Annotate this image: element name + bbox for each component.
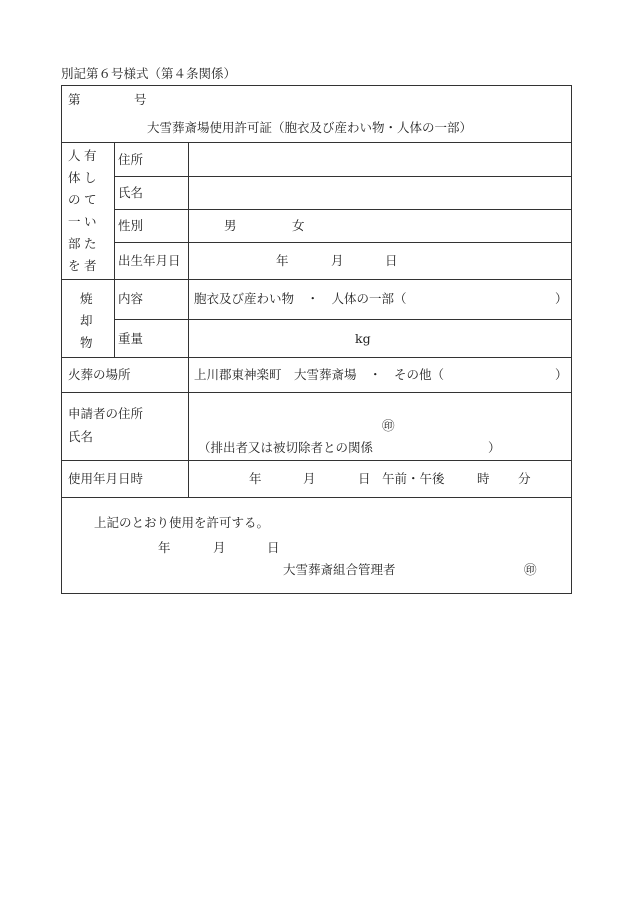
permit-month: 月: [213, 540, 226, 555]
form-heading: 別記第６号様式（第４条関係）: [61, 66, 237, 81]
person-label-char: を: [68, 258, 81, 273]
person-label-char: し: [84, 170, 97, 185]
usage-day: 日: [358, 471, 371, 486]
number-prefix: 第: [68, 92, 81, 107]
person-label-char: い: [84, 214, 97, 229]
usage-label: 使用年月日時: [68, 471, 144, 486]
birthdate-day: 日: [385, 253, 398, 268]
permit-day: 日: [267, 540, 280, 555]
row-divider: [62, 460, 571, 461]
row-divider: [62, 357, 571, 358]
row-divider: [62, 279, 571, 280]
row-divider: [114, 242, 571, 243]
content-close: ）: [555, 291, 568, 306]
birthdate-year: 年: [276, 253, 289, 268]
row-divider: [114, 209, 571, 210]
cremation-label-char: 焼: [80, 291, 93, 306]
person-label-char: 体: [68, 170, 81, 185]
row-divider: [114, 319, 571, 320]
content-label: 内容: [118, 291, 144, 306]
place-close: ）: [555, 367, 568, 382]
place-value: 上川郡東神楽町 大雪葬斎場 ・ その他（: [194, 367, 445, 382]
row-divider: [62, 497, 571, 498]
weight-label: 重量: [118, 331, 144, 346]
number-suffix: 号: [134, 92, 147, 107]
permit-title: 大雪葬斎場使用許可証（胞衣及び産わい物・人体の一部）: [147, 120, 473, 135]
person-label-char: 人: [68, 148, 81, 163]
permit-form: [61, 85, 572, 594]
gender-female: 女: [292, 218, 305, 233]
col-divider: [188, 142, 189, 497]
usage-month: 月: [303, 471, 316, 486]
permit-text: 上記のとおり使用を許可する。: [94, 515, 270, 530]
person-label-char: 部: [68, 236, 81, 251]
address-label: 住所: [118, 152, 144, 167]
usage-hour: 時: [477, 471, 490, 486]
cremation-label-char: 物: [80, 335, 93, 350]
row-divider: [62, 142, 571, 143]
usage-year: 年: [249, 471, 262, 486]
person-label-char: て: [84, 192, 97, 207]
name-label: 氏名: [118, 185, 144, 200]
person-label-char: 者: [84, 258, 97, 273]
applicant-seal-icon: ㊞: [382, 418, 395, 433]
person-label-char: の: [68, 192, 81, 207]
permit-authority: 大雪葬斎組合管理者: [283, 562, 396, 577]
relation-close: ）: [488, 440, 501, 455]
usage-ampm: 午前・午後: [382, 471, 445, 486]
col-divider: [114, 142, 115, 357]
cremation-label-char: 却: [80, 313, 93, 328]
birthdate-month: 月: [331, 253, 344, 268]
applicant-label-address: 申請者の住所: [68, 406, 144, 421]
row-divider: [62, 392, 571, 393]
birthdate-label: 出生年月日: [118, 253, 181, 268]
person-label-char: 有: [84, 148, 97, 163]
weight-unit: kg: [355, 331, 371, 346]
relation-open: （排出者又は被切除者との関係: [198, 440, 374, 455]
place-label: 火葬の場所: [68, 367, 131, 382]
person-label-char: 一: [68, 214, 81, 229]
content-options: 胞衣及び産わい物 ・ 人体の一部（: [194, 291, 407, 306]
authority-seal-icon: ㊞: [524, 562, 537, 577]
applicant-label-name: 氏名: [68, 429, 94, 444]
person-label-char: た: [84, 236, 97, 251]
row-divider: [114, 176, 571, 177]
permit-year: 年: [158, 540, 171, 555]
gender-label: 性別: [118, 218, 144, 233]
usage-minute: 分: [518, 471, 531, 486]
gender-male: 男: [224, 218, 237, 233]
